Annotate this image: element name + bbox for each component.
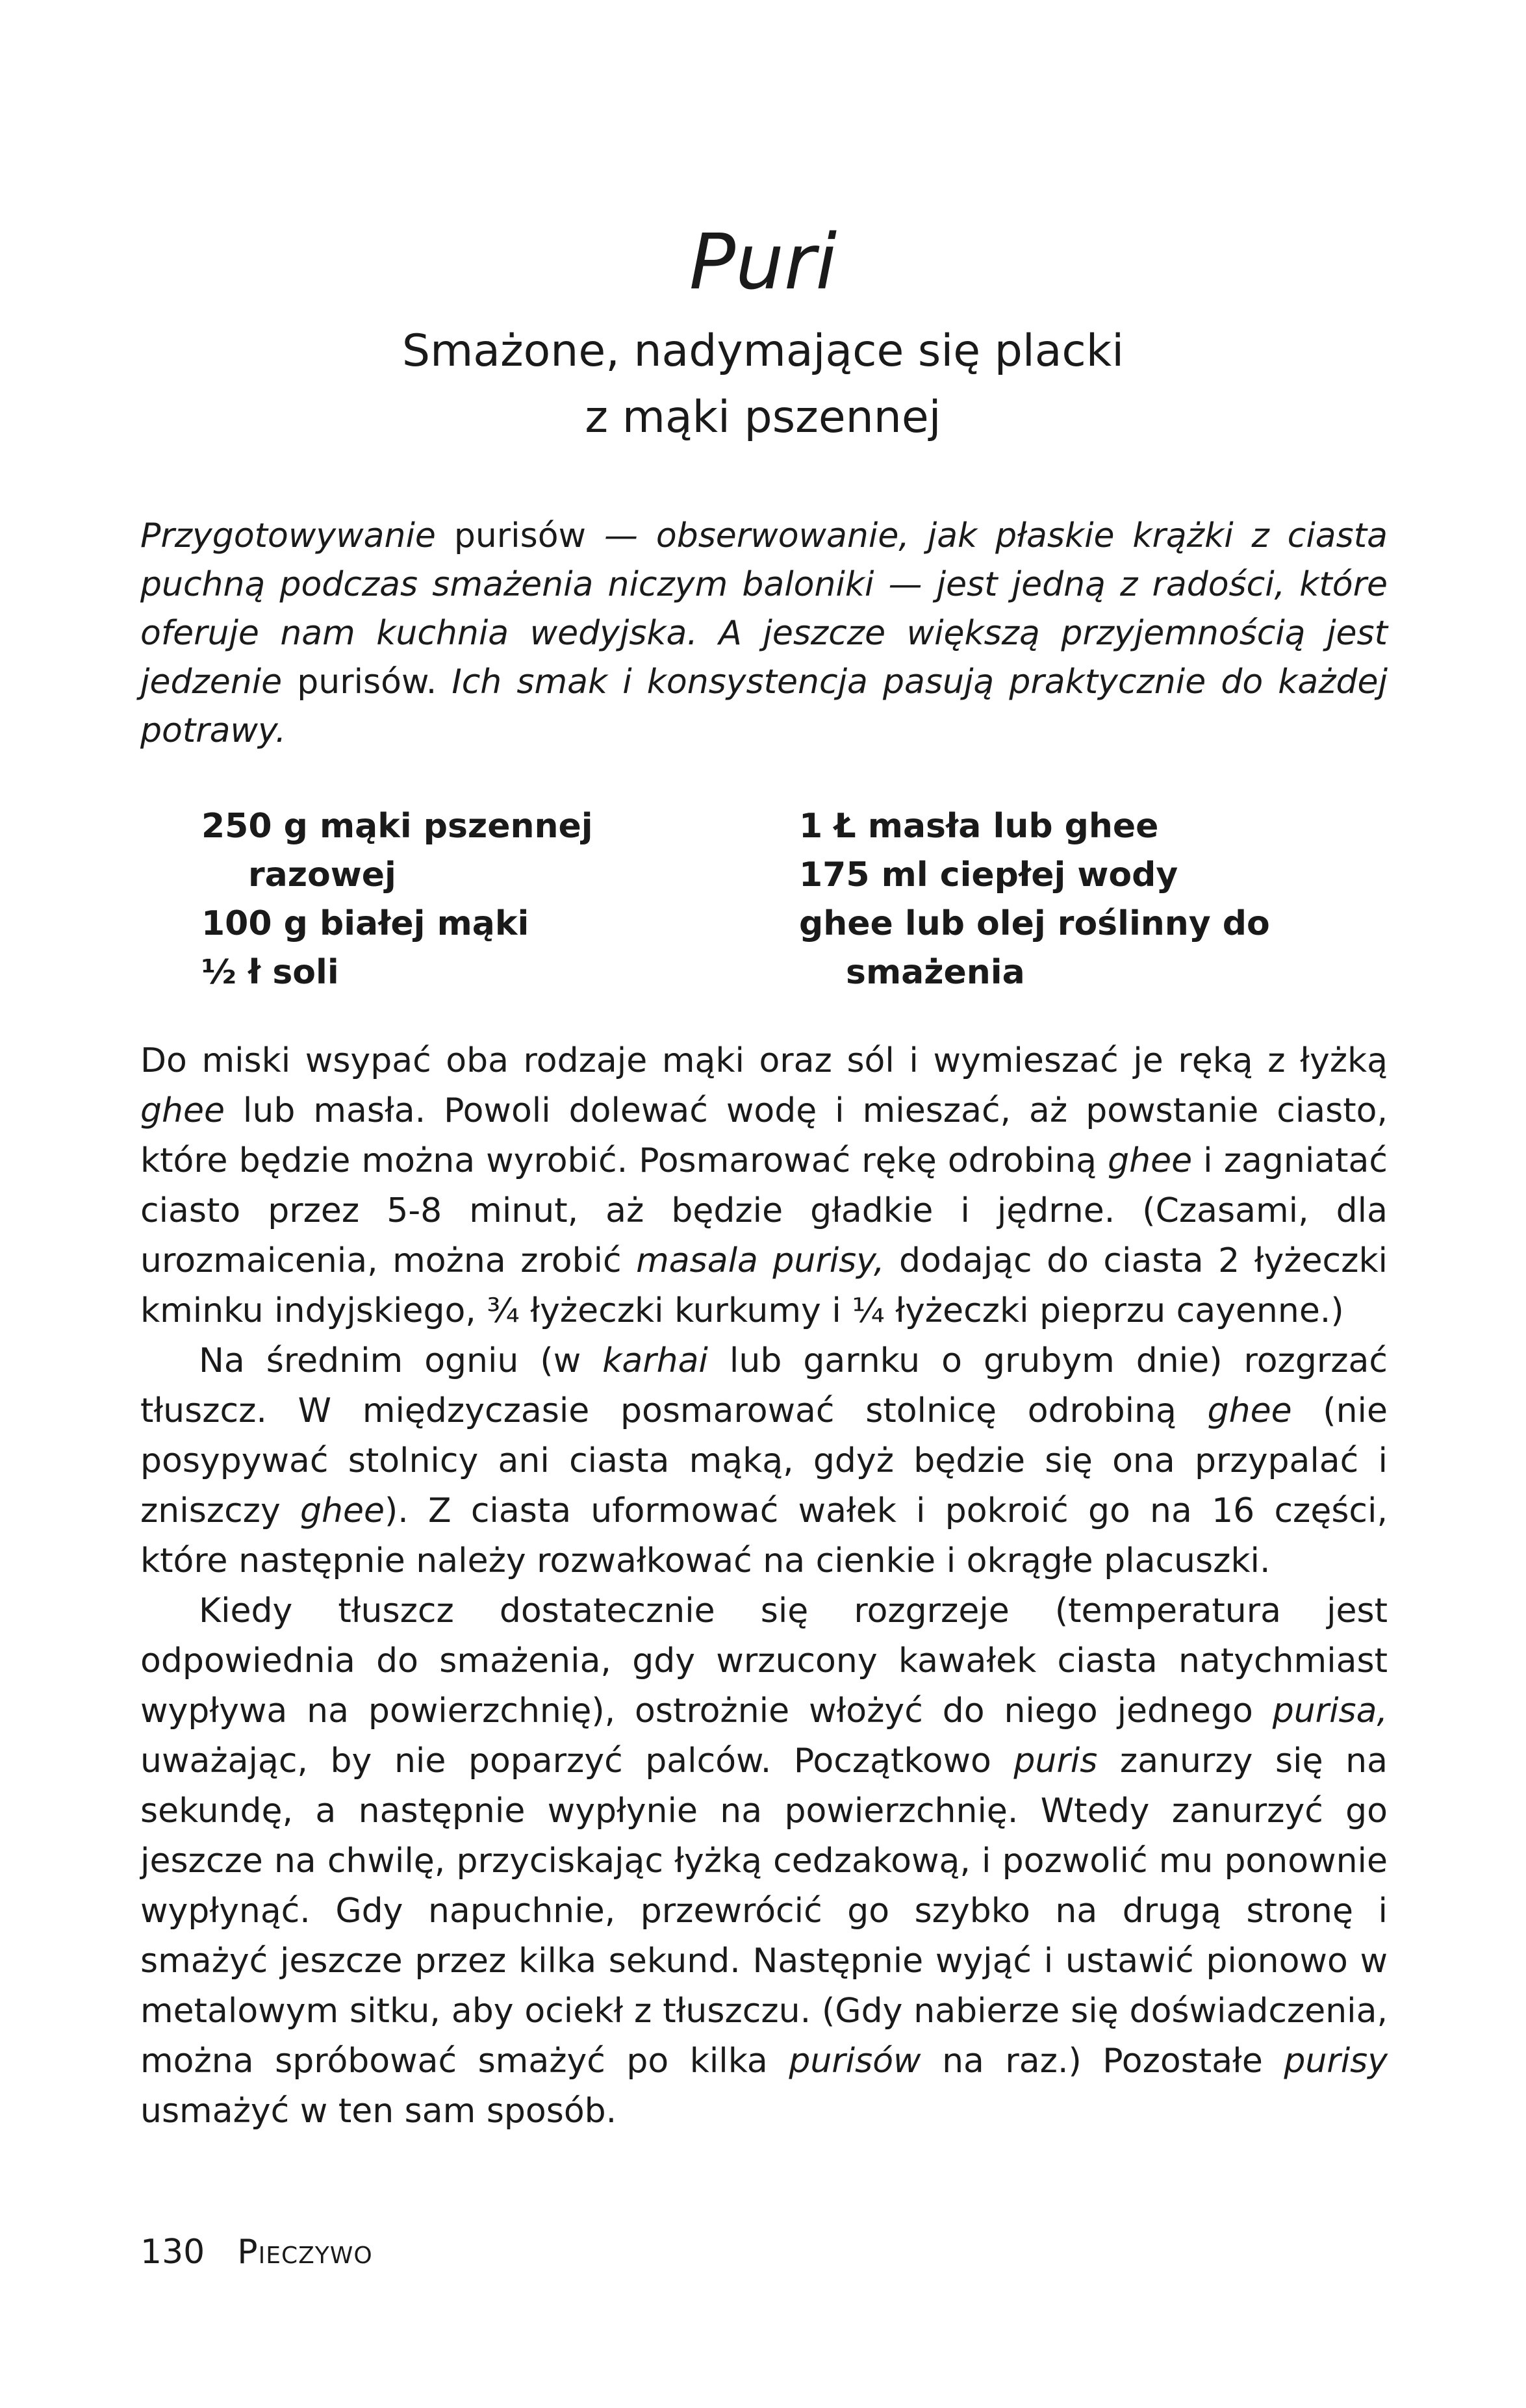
subtitle-line-1: Smażone, nadymające się placki (401, 325, 1125, 377)
text-run: i zagniatać ciasto przez 5-8 minut, aż będzie gładkie i jędrne. (Czasami, dla urozmaicenia, można zrobić (140, 1141, 1388, 1280)
ingredient-item: 250 g mąki pszennej (201, 807, 593, 846)
intro-text-1: Przygotowywanie (140, 516, 436, 555)
italic-term: ghee (140, 1091, 225, 1130)
page-footer (140, 2229, 373, 2275)
instruction-paragraph-1 (140, 1036, 1388, 1336)
italic-term: ghee (299, 1491, 385, 1530)
italic-term: ghee (1207, 1391, 1292, 1430)
text-run: Kiedy tłuszcz dostatecznie się rozgrzeje (temperatura jest odpowiednia do smażenia, gdy wrzucony kawałek ciasta natychmiast wypływa na powierzchnię), ostrożnie włożyć do niego jednego (140, 1591, 1388, 1730)
ingredient-item-continuation: smażenia (846, 953, 1025, 992)
instruction-paragraph-3 (140, 1586, 1388, 2136)
ingredients-left-column (201, 802, 695, 997)
ingredient-item-continuation: razowej (248, 855, 396, 894)
italic-term: purisów (789, 2042, 921, 2081)
ingredient-item: 1 Ł masła lub ghee (799, 807, 1159, 846)
text-run: na raz.) Pozostałe (921, 2042, 1284, 2081)
text-run: uważając, by nie poparzyć palców. Początkowo (140, 1742, 1014, 1781)
text-run: Na średnim ogniu (w (199, 1341, 603, 1380)
ingredients-right-column (799, 802, 1358, 997)
italic-term: ghee (1108, 1141, 1193, 1180)
intro-text-5: Ich smak i konsystencja pasują praktycznie do każdej potrawy. (140, 663, 1388, 750)
recipe-title: Puri (689, 217, 837, 307)
text-run: dodając do ciasta 2 łyżeczki kminku indyjskiego, ¾ łyżeczki kurkumy i ¼ łyżeczki pieprzu cayenne.) (140, 1241, 1388, 1330)
page-number: 130 (140, 2233, 205, 2272)
intro-text-4: purisów. (282, 663, 437, 702)
section-name: Pieczywo (237, 2233, 373, 2272)
ingredient-item: ½ ł soli (201, 953, 339, 992)
text-run: ). Z ciasta uformować wałek i pokroić go na 16 części, które następnie należy rozwałkować na cienkie i okrągłe placuszki. (140, 1491, 1388, 1580)
italic-term: karhai (602, 1341, 708, 1380)
subtitle-line-2: z mąki pszennej (585, 392, 941, 443)
italic-term: purisy (1284, 2042, 1388, 2081)
intro-paragraph (140, 512, 1388, 755)
ingredient-item: ghee lub olej roślinny do (799, 904, 1270, 943)
intro-text-2: purisów (435, 516, 587, 555)
italic-term: puris (1013, 1742, 1098, 1781)
instruction-paragraph-2 (140, 1336, 1388, 1586)
italic-term: masala purisy, (636, 1241, 885, 1280)
text-run: usmażyć w ten sam sposób. (140, 2092, 617, 2131)
italic-term: purisa, (1272, 1692, 1388, 1730)
ingredient-item: 100 g białej mąki (201, 904, 529, 943)
instructions (140, 1036, 1388, 2136)
intro-text-3: — obserwowanie, jak płaskie krążki z ciasta puchną podczas smażenia niczym baloniki — jest jedną z radości, które oferuje nam kuchnia wedyjska. A jeszcze większą przyjemnością jest jedzenie (140, 516, 1388, 702)
text-run: (nie posypywać stolnicy ani ciasta mąką, gdyż będzie się ona przypalać i zniszczy (140, 1391, 1388, 1530)
text-run: zanurzy się na sekundę, a następnie wypłynie na powierzchnię. Wtedy zanurzyć go jeszcze na chwilę, przyciskając łyżką cedzakową, i pozwolić mu ponownie wypłynąć. Gdy napuchnie, przewrócić go szybko na drugą stronę i smażyć jeszcze przez kilka sekund. Następnie wyjąć i ustawić pionowo w metalowym sitku, aby ociekł z tłuszczu. (Gdy nabierze się doświadczenia, można spróbować smażyć po kilka (140, 1742, 1388, 2081)
recipe-subtitle (0, 318, 1526, 451)
ingredient-item: 175 ml ciepłej wody (799, 855, 1178, 894)
text-run: Do miski wsypać oba rodzaje mąki oraz sól i wymieszać je ręką z łyżką (140, 1041, 1388, 1080)
text-run: lub garnku o grubym dnie) rozgrzać tłuszcz. W międzyczasie posmarować stolnicę odrobiną (140, 1341, 1388, 1430)
text-run: lub masła. Powoli dolewać wodę i mieszać, aż powstanie ciasto, które będzie można wyrobić. Posmarować rękę odrobiną (140, 1091, 1388, 1180)
